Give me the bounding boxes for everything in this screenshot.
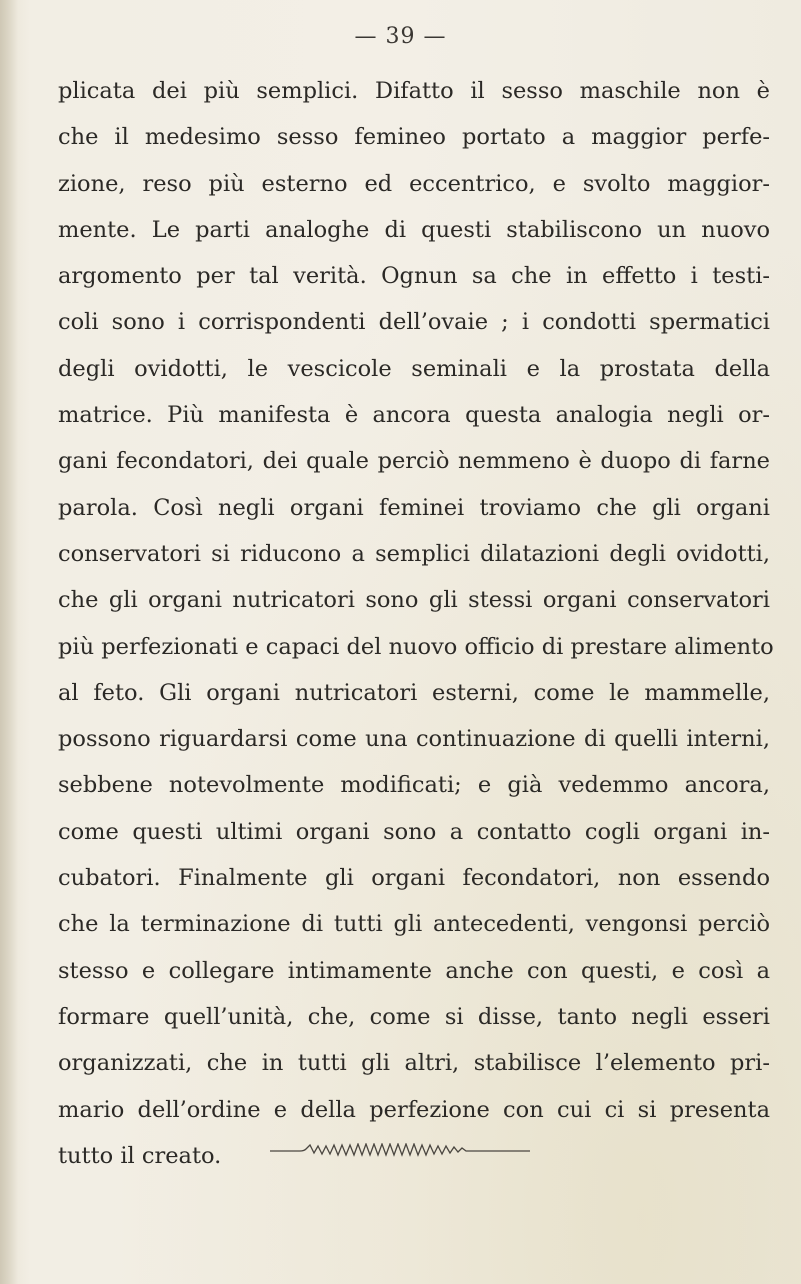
text-line-8: matrice. Più manifesta è ancora questa analogia negli or- — [58, 402, 770, 429]
text-line-20: stesso e collegare intimamente anche con questi, e così a — [58, 957, 770, 984]
text-line-21: formare quell’unità, che, come si disse, tanto negli esseri — [58, 1003, 770, 1030]
text-line-4: mente. Le parti analoghe di questi stabiliscono un nuovo — [58, 216, 770, 243]
text-line-5: argomento per tal verità. Ognun sa che in effetto i testi- — [58, 263, 770, 290]
text-line-23: mario dell’ordine e della perfezione con cui ci si presenta — [58, 1096, 770, 1123]
text-line-14: al feto. Gli organi nutricatori esterni, come le mammelle, — [58, 679, 770, 706]
text-line-2: che il medesimo sesso femineo portato a maggior perfe- — [58, 124, 770, 151]
text-line-18: cubatori. Finalmente gli organi fecondatori, non essendo — [58, 865, 770, 892]
text-line-17: come questi ultimi organi sono a contatto cogli organi in- — [58, 818, 770, 845]
text-line-16: sebbene notevolmente modificati; e già vedemmo ancora, — [58, 772, 770, 799]
body-text — [58, 68, 774, 1179]
text-line-10: parola. Così negli organi feminei troviamo che gli organi — [58, 494, 770, 521]
text-line-1: plicata dei più semplici. Difatto il sesso maschile non è — [58, 78, 770, 104]
page-number: — 39 — — [354, 24, 447, 49]
text-line-24: tutto il creato. — [58, 1142, 222, 1169]
text-line-15: possono riguardarsi come una continuazione di quelli interni, — [58, 726, 770, 753]
text-line-13: più perfezionati e capaci del nuovo officio di prestare alimento — [58, 633, 774, 660]
text-line-3: zione, reso più esterno ed eccentrico, e svolto maggior- — [58, 170, 770, 197]
text-line-7: degli ovidotti, le vescicole seminali e la prostata della — [58, 355, 770, 382]
text-line-19: che la terminazione di tutti gli antecedenti, vengonsi perciò — [58, 911, 770, 938]
text-line-6: coli sono i corrispondenti dell’ovaie ; i condotti spermatici — [58, 309, 770, 336]
tail-ornament-icon — [270, 1143, 530, 1157]
text-line-9: gani fecondatori, dei quale perciò nemmeno è duopo di farne — [58, 448, 770, 475]
page-gutter-shadow — [0, 0, 18, 1284]
text-line-22: organizzati, che in tutti gli altri, stabilisce l’elemento pri- — [58, 1050, 770, 1077]
text-line-11: conservatori si riducono a semplici dilatazioni degli ovidotti, — [58, 540, 770, 567]
text-line-12: che gli organi nutricatori sono gli stessi organi conservatori — [58, 587, 770, 614]
